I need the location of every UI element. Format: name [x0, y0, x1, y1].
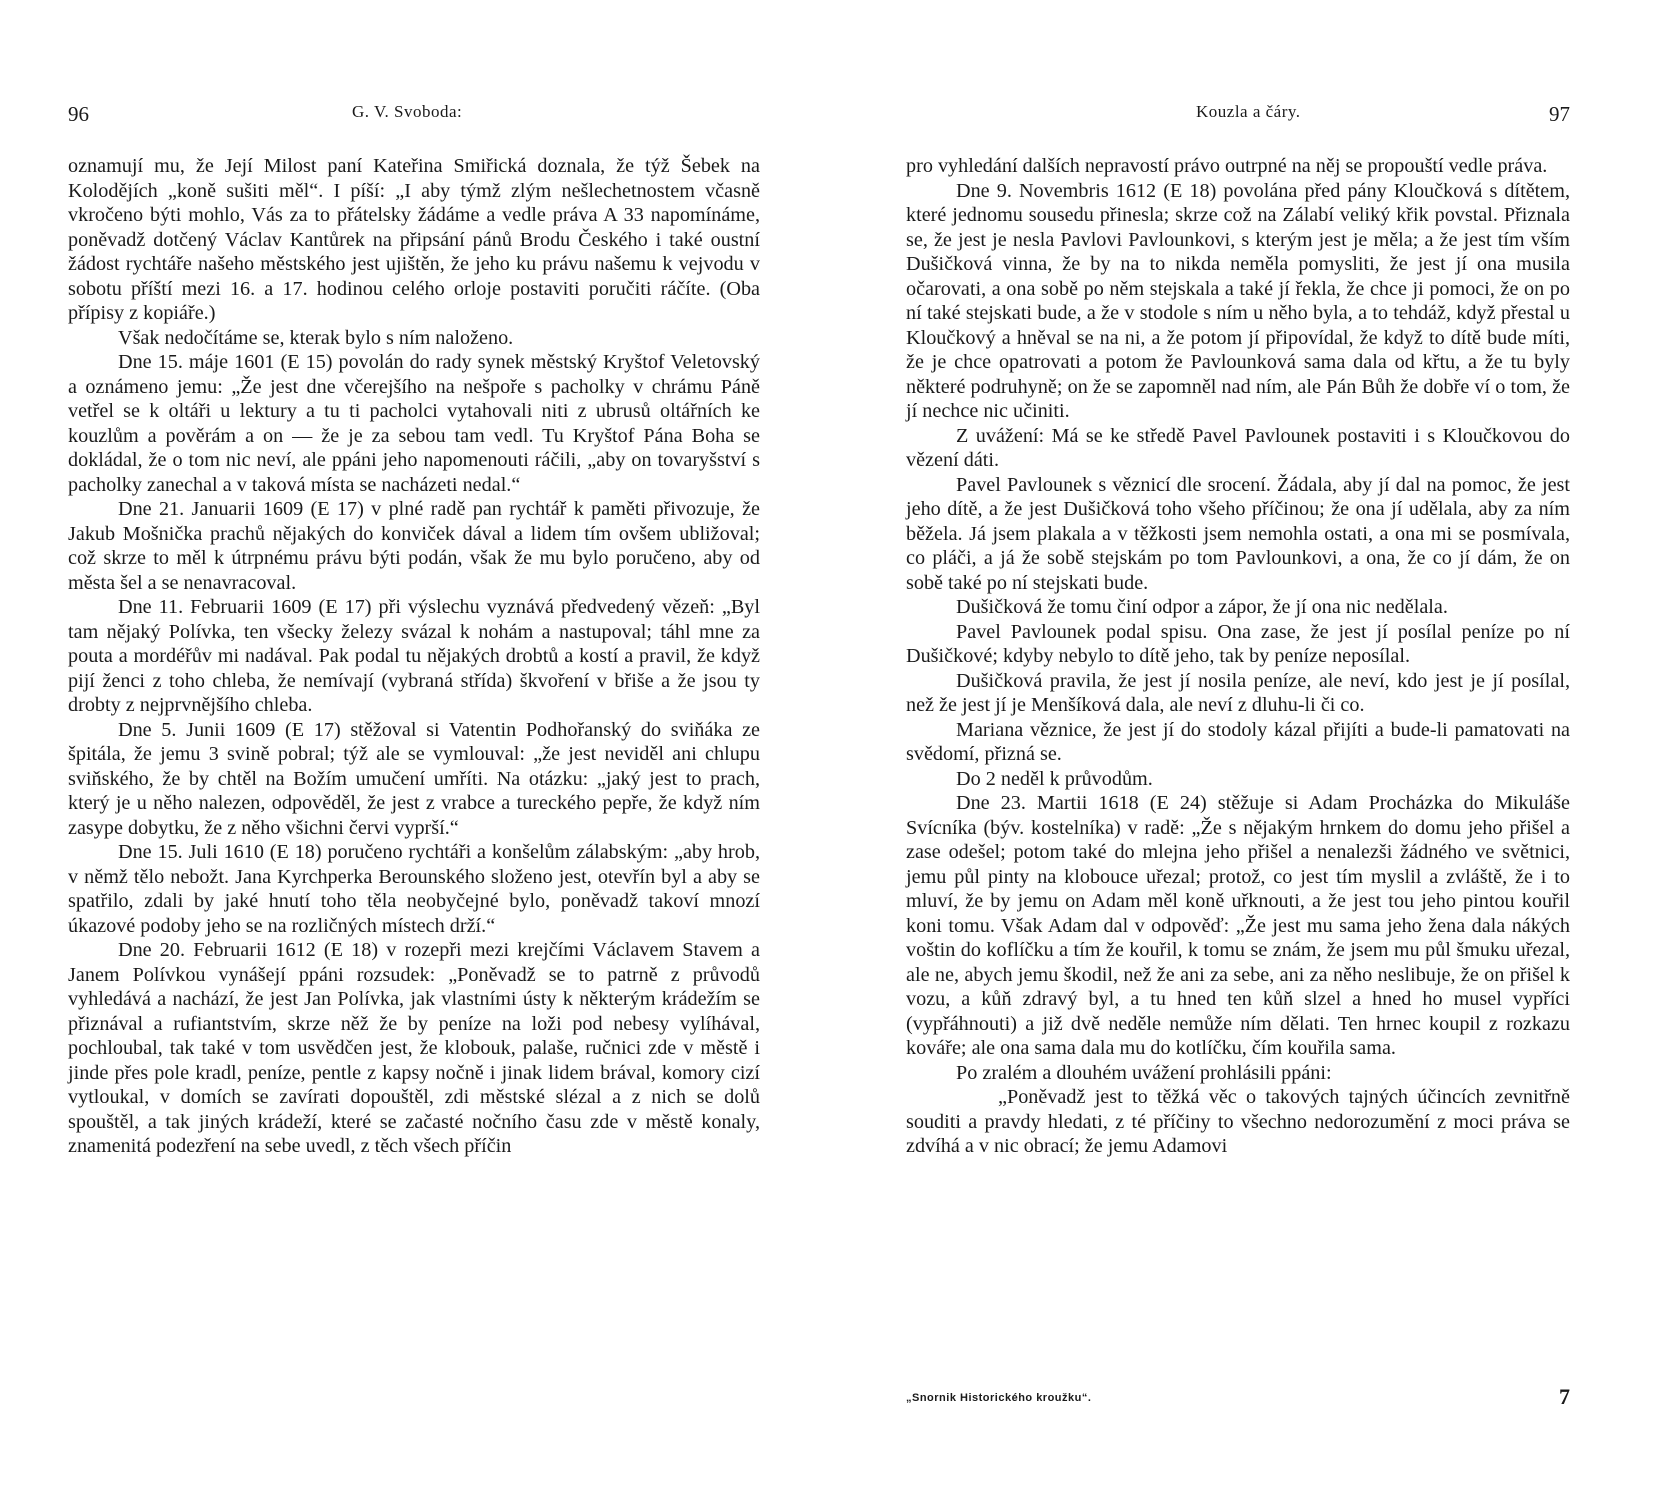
left-page-number: 96 — [68, 102, 89, 126]
paragraph: Dne 15. máje 1601 (E 15) povolán do rady synek městský Kryštof Veletovský a oznámeno jemu: „Že jest dne včerejšího na nešpoře s pacholky v chrámu Páně vetřel se k oltáři u lektury a tu ti pacholci vytahovali niti z ubrusů oltářních ke kouzlům a pověrám a on — že je za sebou tam vedl. Tu Kryštof Pána Boha se dokládal, že o tom nic neví, ale ppáni jeho napomenouti ráčili, „aby on tovaryšství s pacholky zanechal a v taková místa se nacházeti nedal.“ — [68, 351, 760, 496]
paragraph: Mariana věznice, že jest jí do stodoly kázal přijíti a bude-li pamatovati na svědomí, přizná se. — [906, 718, 1570, 765]
left-page-header — [68, 102, 760, 132]
paragraph: Dne 20. Februarii 1612 (E 18) v rozepři mezi krejčími Václavem Stavem a Janem Polívkou vynášejí ppáni rozsudek: „Poněvadž se to patrně z průvodů vyhledává a nachází, že jest Jan Polívka, jak vlastními ústy k některým krádežím se přiznával a rufiantstvím, skrze něž že by peníze na loži pod nebesy vylíhával, pochloubal, tak také v tom usvědčen jest, že klobouk, palaše, ručnici zde v městě i jinde přes pole kradl, peníze, pentle z kapsy nočně i jinak lidem brával, komory cizí vytloukal, v domích se zavírati dopouštěl, zdi městské slézal a z nich se dolů spouštěl, a tak jiných krádeží, které se začasté nočního času zde v městě konaly, znamenitá podezření na sebe uvedl, z těch všech příčin — [68, 939, 760, 1157]
left-page — [68, 0, 760, 1501]
footer-sheet-number: 7 — [1559, 1384, 1570, 1409]
paragraph: Dne 21. Januarii 1609 (E 17) v plné radě pan rychtář k paměti přivozuje, že Jakub Mošnička prachů nějakých do konviček dával a lidem tím ovšem ubližoval; což skrze to měl k útrpnému právu býti podán, však že mu bylo poručeno, aby od města šel a se nenavracoval. — [68, 498, 760, 594]
right-page-header — [906, 102, 1570, 132]
footer-signature: „Snornik Historického kroužku“. — [906, 1392, 1092, 1404]
paragraph: Dne 11. Februarii 1609 (E 17) při výslechu vyznává předvedený vězeň: „Byl tam nějaký Polívka, ten všecky železy svázal k nohám a nastupoval; táhl mne za pouta a mordéřův mi nadával. Pak podal tu nějakých drobtů a kostí a pravil, že když pijí ženci z toho chleba, že nemívají (vybraná střída) škvoření v břiše a že jsou ty drobty z nejprvnějšího chleba. — [68, 596, 760, 716]
paragraph: Z uvážení: Má se ke středě Pavel Pavlounek postaviti i s Kloučkovou do vězení dáti. — [906, 424, 1570, 471]
paragraph: Po zralém a dlouhém uvážení prohlásili ppáni: — [956, 1061, 1332, 1084]
paragraph: „Poněvadž jest to těžká věc o takových tajných účincích zevnitřně souditi a pravdy hledati, z té příčiny to všechno nedorozumění z moci práva se zdvíhá a v nic obrací; že jemu Adamovi — [906, 1086, 1570, 1157]
paragraph: Dušičková pravila, že jest jí nosila peníze, ale neví, kdo jest je jí posílal, než že jest jí je Menšíková dala, ale neví z dluhu-li či co. — [906, 669, 1570, 716]
paragraph: Do 2 neděl k průvodům. — [956, 767, 1153, 790]
paragraph: pro vyhledání dalších nepravostí právo outrpné na něj se propouští vedle práva. — [906, 155, 1548, 177]
right-page-number: 97 — [1549, 102, 1570, 126]
paragraph: Dne 15. Juli 1610 (E 18) poručeno rychtáři a konšelům zálabským: „aby hrob, v němž tělo nebožt. Jana Kyrchperka Berounského složeno jest, otevřín byl a aby se spatřilo, zdali by jaké hnutí toho těla neobyčejné bylo, poněvadž takoví mnozí úkazové podoby jeho se na rozličných místech drží.“ — [68, 841, 760, 937]
right-page — [906, 0, 1570, 1501]
paragraph: oznamují mu, že Její Milost paní Kateřina Smiřická doznala, že týž Šebek na Kolodějích „koně sušiti měl“. I píší: „I aby týmž zlým nešlechetnostem včasně vkročeno býti mohlo, Vás za to přátelsky žádáme a vedle práva A 33 napomínáme, poněvadž dotčený Václav Kantůrek na připsání pánů Brodu Českého i také oustní žádost rychtáře našeho městského jest ujištěn, že jeho ku právu našemu k vejvodu v sobotu příští mezi 16. a 17. hodinou celého orloje postaviti poručiti ráčíte. (Oba přípisy z kopiáře.) — [68, 155, 760, 324]
left-running-head: G. V. Svoboda: — [352, 102, 463, 121]
right-page-footer — [906, 1384, 1570, 1414]
paragraph: Dne 5. Junii 1609 (E 17) stěžoval si Vatentin Podhořanský do sviňáka ze špitála, že jemu 3 svině pobral; týž ale se vymlouval: „že jest neviděl ani chlupu sviňského, že by chtěl na Božím umučení umříti. Na otázku: „jaký jest to prach, který je u něho nalezen, odpověděl, že jest z vrabce a tureckého pepře, že když ním zasype dobytku, že z něho všichni červi vyprší.“ — [68, 718, 760, 839]
right-running-head: Kouzla a čáry. — [1196, 102, 1301, 121]
left-page-body — [68, 154, 760, 1159]
paragraph: Dne 9. Novembris 1612 (E 18) povolána před pány Kloučková s dítětem, které jednomu sousedu přinesla; skrze což na Zálabí veliký křik povstal. Přiznala se, že jest je nesla Pavlovi Pavlounkovi, s kterým jest je měla; a že jest tím vším Dušičková vinna, že by na to nikda neměla pomysliti, že jest jí ona musila očarovati, a ona sobě po něm stejskala a také jí řekla, že chce ji pomoci, že on po ní také stejskati bude, a že v stodole s ním u něho byla, a to tehdáž, když přestal u Kloučkový a hněval se na ni, a že potom jí připovídal, že když to dítě bude míti, že je chce opatrovati a potom že Pavlounková sama dala od křtu, a že tu byly některé podruhyně; on že se zapomněl nad ním, ale Pán Bůh že dobře ví o tom, že jí nechce nic učiniti. — [906, 179, 1570, 422]
paragraph: Však nedočítáme se, kterak bylo s ním naloženo. — [118, 326, 514, 349]
paragraph: Dne 23. Martii 1618 (E 24) stěžuje si Adam Procházka do Mikuláše Svícníka (býv. kostelníka) v radě: „Že s nějakým hrnkem do domu jeho přišel a zase odešel; potom také do mlejna jeho přišel a nenalezši žádného ve světnici, jemu půl pinty na klobouce uřezal; protož, co jest tím myslil a zvláště, že i to mluví, že by jemu on Adam měl koně uřknouti, a že jest tou jeho pintou kouřil koni tomu. Však Adam dal v odpověď: „Že jest mu sama jeho žena dala nákých voštin do koflíčku a tím že kouřil, k tomu se znám, že jsem mu půl šmuku uřezal, ale ne, abych jemu škodil, než že ani za sebe, ani za něho neslibuje, že on přišel k vozu, a kůň zdravý byl, a tu hned ten kůň slzel a hned ho musel vypříci (vypřáhnouti) a již dvě neděle nemůže ním dělati. Ten hrnec koupil z rozkazu kováře; ale ona sama dala mu do kotlíčku, čím kouřila sama. — [906, 792, 1570, 1059]
paragraph: Dušičková že tomu činí odpor a zápor, že jí ona nic nedělala. — [956, 596, 1448, 618]
paragraph: Pavel Pavlounek podal spisu. Ona zase, že jest jí posílal peníze po ní Dušičkové; kdyby nebylo to dítě jeho, tak by peníze neposílal. — [906, 620, 1570, 667]
right-page-body — [906, 154, 1570, 1159]
paragraph: Pavel Pavlounek s věznicí dle srocení. Žádala, aby jí dal na pomoc, že jest jeho dítě, a že jest Dušičková toho všeho příčinou; že ona jí udělala, aby za ním běžela. Já jsem plakala a v těžkosti jsem nemohla ostati, a ona mi se posmívala, co pláči, a já že sobě stejskám po tom Pavlounkovi, a ona, že co jí dám, že on sobě také po ní stejskati bude. — [906, 473, 1570, 594]
